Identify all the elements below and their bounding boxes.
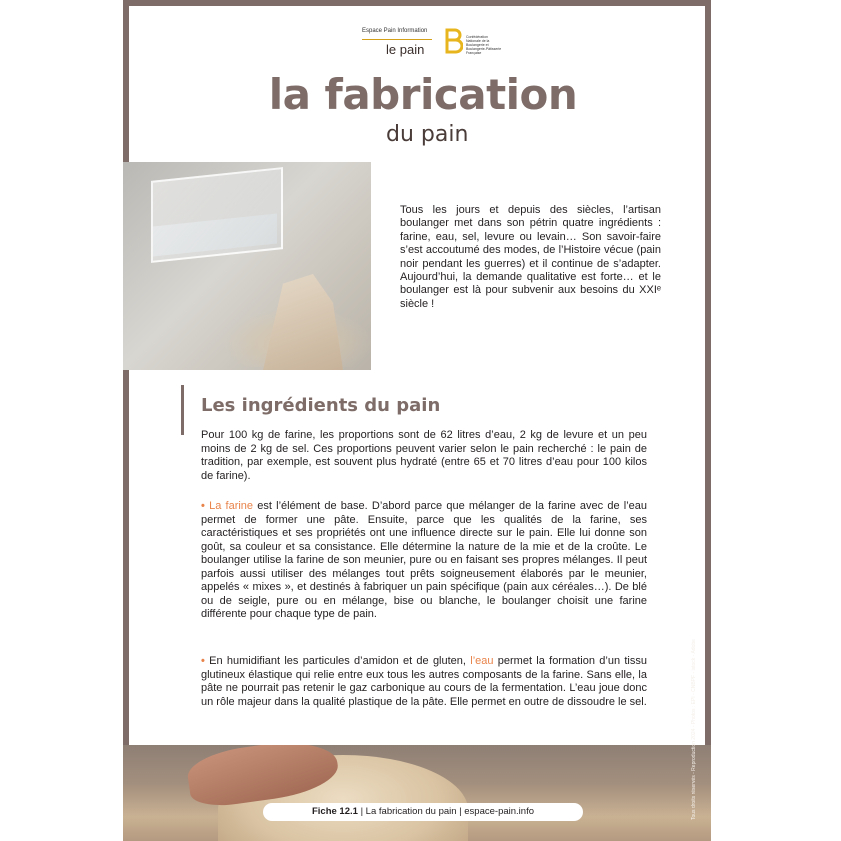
farine-text: est l’élément de base. D’abord parce que mélanger de la farine avec de l’eau permet de former une pâte. Ensuite, parce que les qualités de la farine, ses caractéristiques et ses propriétés ont une influence directe sur le pain. Elle lui donne son goût, sa couleur et sa consistance. Elle détermine la nature de la mie et de la croûte. Le boulanger utilise la farine de son meunier, pure ou en faisant ses propres mélanges. Il peut parfois aussi utiliser des mélanges tout prêts soigneusement élaborés par le meunier, appelés « mixes », et destinés à fabriquer un pain spécifique (pain aux céréales…). De blé ou de seigle, pure ou en mélange, bise ou blanche, le boulanger choisit une farine différente pour chaque type de pain. <box>201 500 648 620</box>
footer-fiche: Fiche 12.1 <box>311 806 358 817</box>
page-title: la fabrication <box>268 70 578 119</box>
photo-credit: Tous droits réservés - Reproduction 2024 - Photos : EPI - CNBPF - istock - Adobe <box>691 639 697 820</box>
logo-subtitle: Espace Pain Information <box>362 28 428 34</box>
dough-photo <box>123 745 711 841</box>
logo-text: le pain <box>386 42 425 57</box>
cnbpf-logo-icon <box>445 28 463 54</box>
footer-text: | La fabrication du pain | espace-pain.info <box>357 806 534 817</box>
ingredients-section <box>181 385 660 745</box>
section-title: Les ingrédients du pain <box>201 395 441 416</box>
eau-text-before: En humidifiant les particules d’amidon et de gluten, <box>209 655 471 667</box>
logo-group <box>362 22 502 62</box>
flour-water-photo <box>123 162 371 370</box>
header-area <box>129 6 705 166</box>
keyword-eau: l’eau <box>470 655 494 667</box>
keyword-farine: La farine <box>209 500 254 512</box>
bullet-dot-icon: • <box>201 655 205 667</box>
logo-org-name: Confédération Nationale de la Boulangerie et Boulangerie-Pâtisserie Française <box>466 35 502 55</box>
logo-underline <box>362 39 432 40</box>
bullet-farine <box>201 500 647 622</box>
bullet-dot-icon: • <box>201 500 205 512</box>
intro-box <box>371 162 705 370</box>
eau-text-after: permet la formation d’un tissu glutineux élastique qui relie entre eux tous les autres composants de la farine. Sans elle, la pâte ne pourrait pas retenir le gaz carbonique au cours de la fermentation. L’eau joue donc un rôle majeur dans la qualité plastique de la pâte. Elle permet en outre de dissoudre le sel. <box>201 655 647 708</box>
proportions-paragraph: Pour 100 kg de farine, les proportions sont de 62 litres d’eau, 2 kg de levure et un peu moins de 2 kg de sel. Ces proportions peuvent varier selon le pain recherché : le pain de tradition, par exemple, est souvent plus hydraté (entre 65 et 70 litres d’eau pour 100 kilos de farine). <box>201 429 647 482</box>
footer-pill <box>263 803 583 821</box>
fiche-page <box>123 0 711 841</box>
page-subtitle: du pain <box>386 122 469 147</box>
section-accent-bar <box>181 385 184 435</box>
intro-text: Tous les jours et depuis des siècles, l’artisan boulanger met dans son pétrin quatre ingrédients : farine, eau, sel, levure ou levain… Son savoir-faire s’est accoutumé des modes, de l’Histoire vécue (pain noir pendant les guerres) et il continue de s’adapter. Aujourd’hui, la demande qualitative est forte… et le boulanger est là pour subvenir aux besoins du XXIᵉ siècle ! <box>400 204 661 310</box>
bullet-eau <box>201 655 647 709</box>
glass-shape <box>151 167 283 263</box>
